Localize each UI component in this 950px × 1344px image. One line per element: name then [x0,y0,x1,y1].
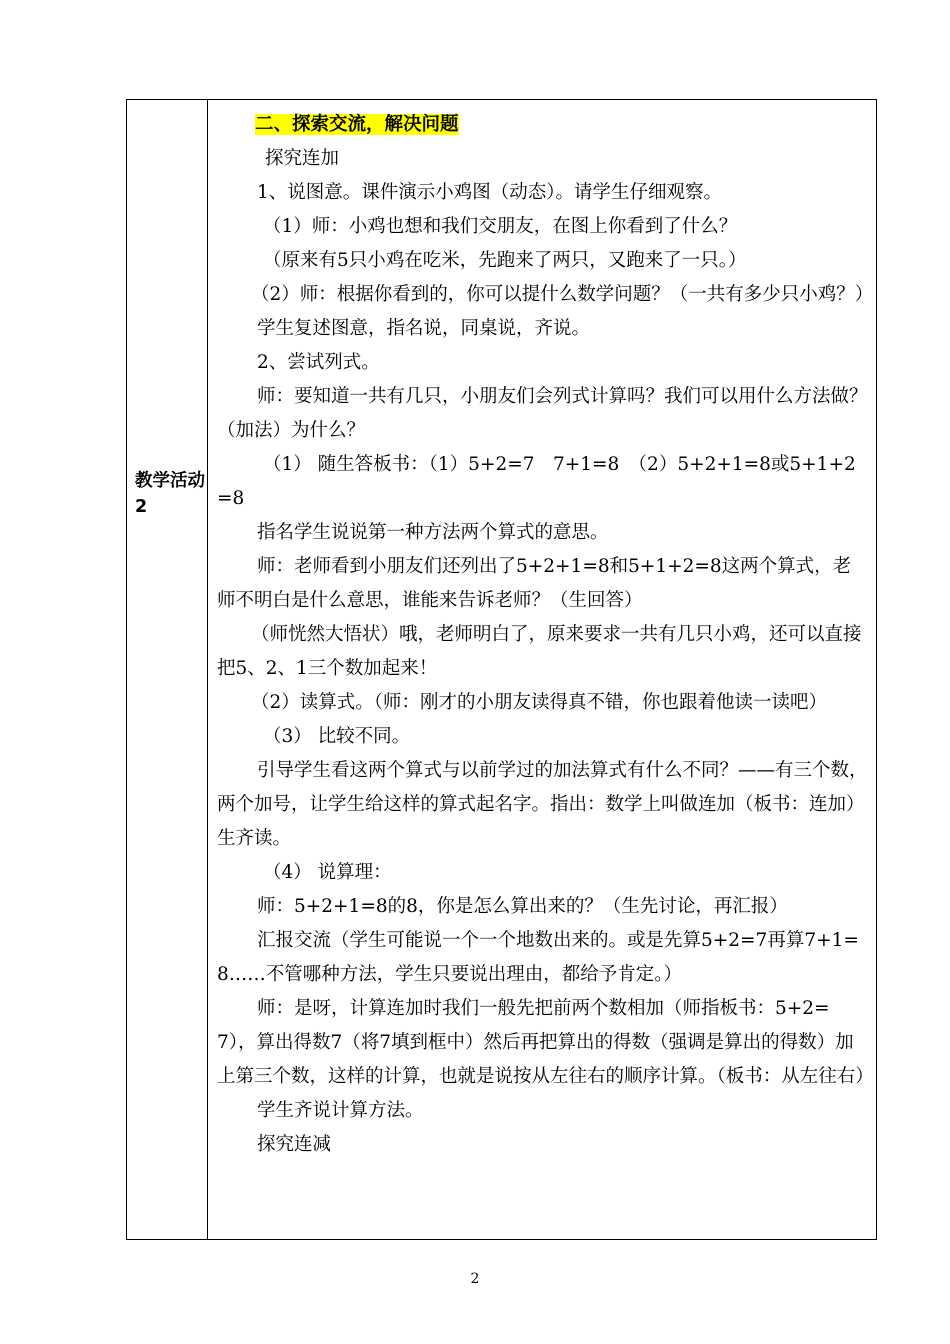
label-cell [127,100,208,1239]
paragraph: 引导学生看这两个算式与以前学过的加法算式有什么不同？——有三个数，两个加号，让学生给这样的算式起名字。指出：数学上叫做连加（板书：连加）生齐读。 [217,760,868,849]
page-number: 2 [470,1271,480,1287]
paragraph: （原来有5只小鸡在吃米，先跑来了两只，又跑来了一只。） [263,250,747,271]
paragraph: 师：是呀，计算连加时我们一般先把前两个数相加（师指板书：5+2=7），算出得数7（将7填到框中）然后再把算出的得数（强调是算出的得数）加上第三个数，这样的计算，也就是说按从左往右的顺序计算。（板书：从左往右） [217,998,874,1087]
paragraph: 师：5+2+1=8的8，你是怎么算出来的？（生先讨论，再汇报） [257,896,788,917]
lesson-table [126,99,877,1240]
paragraph: （3） 比较不同。 [263,726,411,747]
paragraph: 探究连加 [265,148,340,169]
content-cell [208,100,876,1239]
paragraph: 学生齐说计算方法。 [257,1100,424,1121]
paragraph: 汇报交流（学生可能说一个一个地数出来的。或是先算5+2=7再算7+1=8……不管哪种方法，学生只要说出理由，都给予肯定。） [217,930,859,985]
lesson-content [217,108,874,1162]
paragraph: （1）师：小鸡也想和我们交朋友，在图上你看到了什么？ [263,216,738,237]
paragraph: （2）师：根据你看到的，你可以提什么数学问题？（一共有多少只小鸡？） [251,284,874,305]
paragraph: 学生复述图意，指名说，同桌说，齐说。 [257,318,591,339]
paragraph: （1） 随生答板书：（1）5+2=7 7+1=8 （2）5+2+1=8或5+1+2=8 [217,454,856,509]
paragraph: 1、说图意。课件演示小鸡图（动态）。请学生仔细观察。 [257,182,723,203]
paragraph: 指名学生说说第一种方法两个算式的意思。 [257,522,609,543]
paragraph: 2、尝试列式。 [257,352,380,373]
paragraph: 探究连减 [257,1134,332,1155]
paragraph: 师：要知道一共有几只，小朋友们会列式计算吗？我们可以用什么方法做？（加法）为什么？ [217,386,868,441]
paragraph: （4） 说算理： [263,862,392,883]
paragraph: 师：老师看到小朋友们还列出了5+2+1=8和5+1+2=8这两个算式，老师不明白是什么意思，谁能来告诉老师？（生回答） [217,556,852,611]
activity-label: 教学活动2 [135,471,205,517]
paragraph: （2）读算式。（师：刚才的小朋友读得真不错，你也跟着他读一读吧） [251,692,828,713]
paragraph: （师恍然大悟状）哦，老师明白了，原来要求一共有几只小鸡，还可以直接把5、2、1三个数加起来！ [217,624,862,679]
section-heading: 二、探索交流，解决问题 [255,114,459,135]
